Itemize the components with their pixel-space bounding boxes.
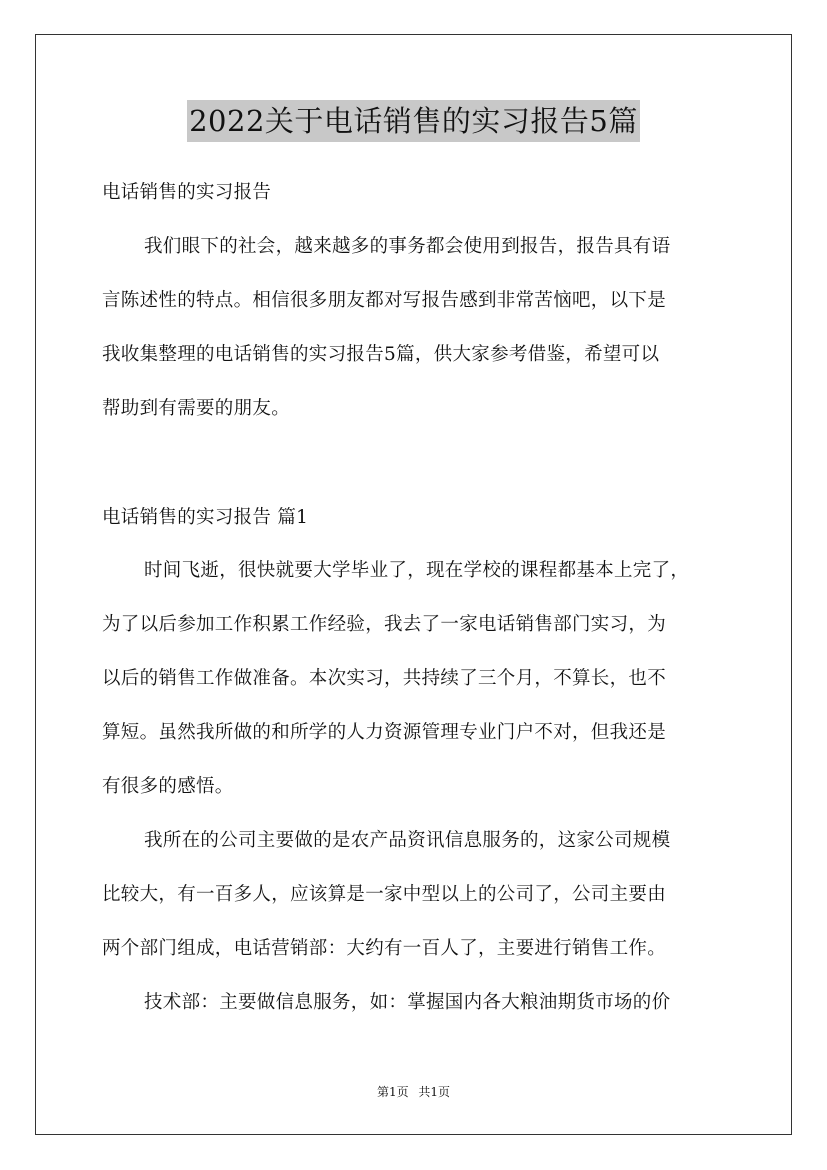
- paragraph-line: 有很多的感悟。: [102, 776, 234, 797]
- paragraph-line: 时间飞逝，很快就要大学毕业了，现在学校的课程都基本上完了，: [144, 560, 690, 581]
- document-title: 2022关于电话销售的实习报告5篇: [187, 100, 640, 142]
- paragraph-line: 我所在的公司主要做的是农产品资讯信息服务的，这家公司规模: [144, 830, 671, 851]
- page-total: 共1页: [418, 1085, 451, 1099]
- paragraph-line: 算短。虽然我所做的和所学的人力资源管理专业门户不对，但我还是: [102, 722, 667, 743]
- section-heading: 电话销售的实习报告 篇1: [102, 507, 309, 528]
- paragraph-line: 比较大，有一百多人，应该算是一家中型以上的公司了，公司主要由: [102, 884, 667, 905]
- paragraph-line: 言陈述性的特点。相信很多朋友都对写报告感到非常苦恼吧，以下是: [102, 290, 667, 311]
- paragraph-line: 技术部：主要做信息服务，如：掌握国内各大粮油期货市场的价: [144, 992, 671, 1013]
- page-number: 第1页: [376, 1085, 409, 1099]
- paragraph-line: 两个部门组成，电话营销部：大约有一百人了，主要进行销售工作。: [102, 938, 667, 959]
- paragraph-line: 我们眼下的社会，越来越多的事务都会使用到报告，报告具有语: [144, 236, 671, 257]
- paragraph-line: 以后的销售工作做准备。本次实习，共持续了三个月，不算长，也不: [102, 668, 667, 689]
- page-footer: [0, 1084, 827, 1100]
- paragraph-line: 帮助到有需要的朋友。: [102, 398, 291, 419]
- paragraph-line: 为了以后参加工作积累工作经验，我去了一家电话销售部门实习，为: [102, 614, 667, 635]
- title-container: [0, 100, 827, 142]
- section-heading: 电话销售的实习报告: [102, 182, 272, 203]
- paragraph-line: 我收集整理的电话销售的实习报告5篇，供大家参考借鉴，希望可以: [102, 344, 660, 365]
